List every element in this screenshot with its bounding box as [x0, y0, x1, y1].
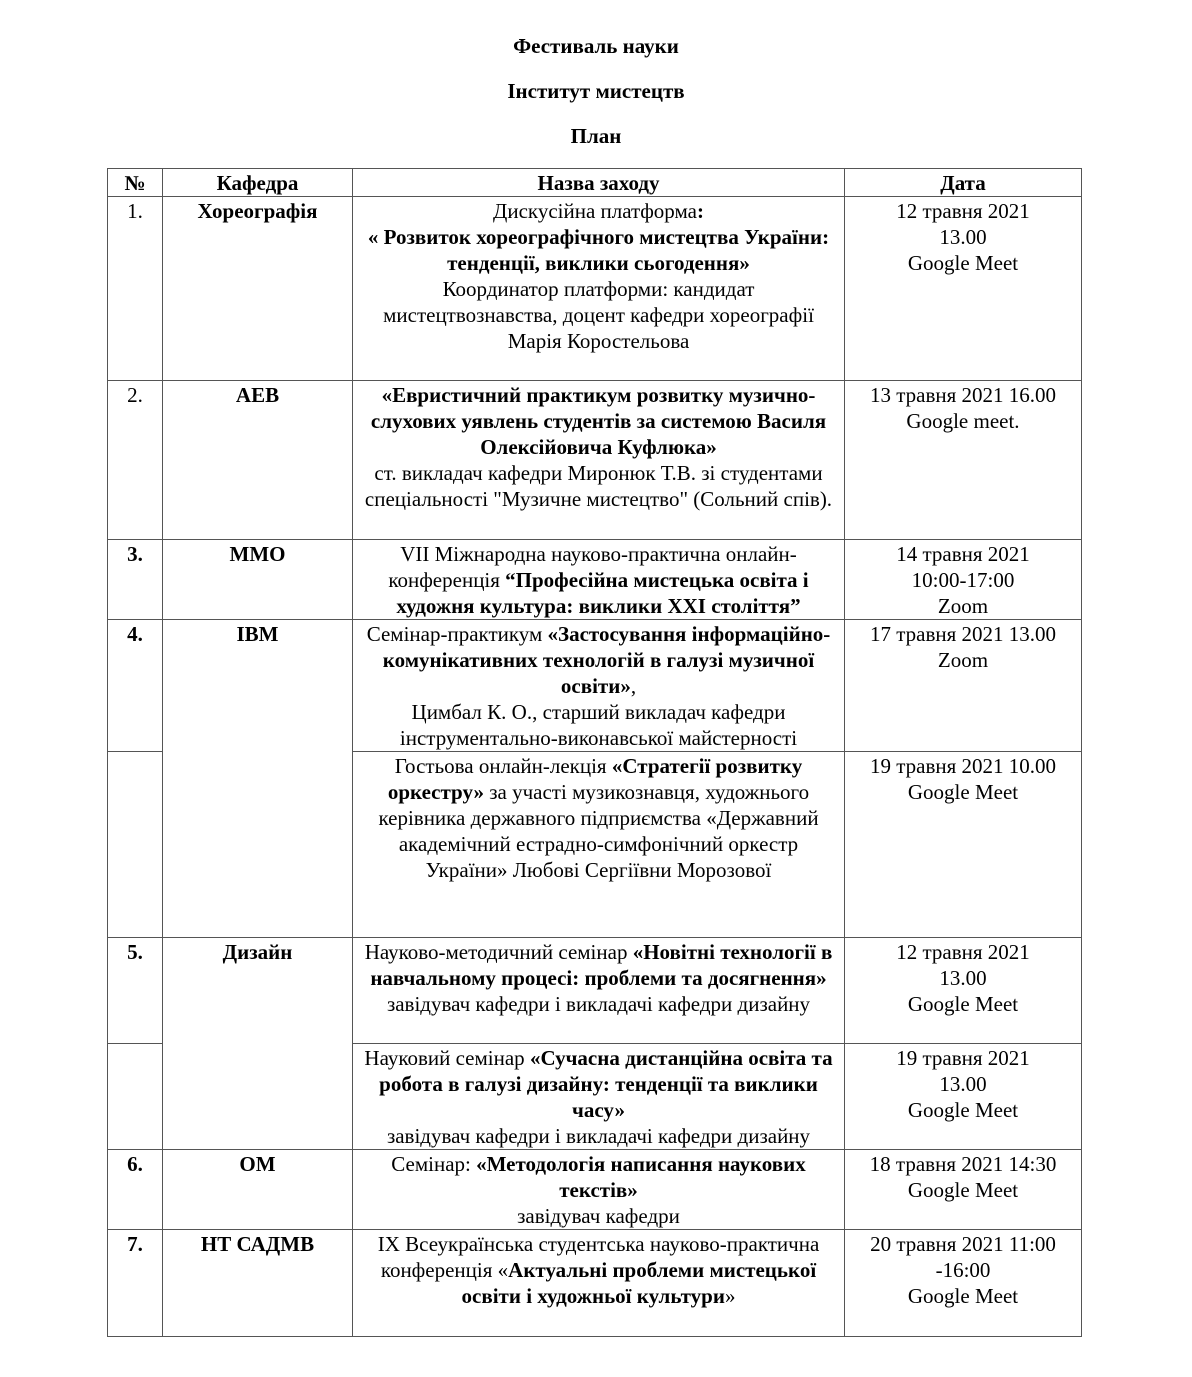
column-header-number: №	[108, 169, 163, 197]
row-department: Дизайн	[163, 938, 353, 1150]
table-row	[108, 938, 1082, 1044]
event-text: »	[724, 1284, 736, 1308]
date-line: 17 травня 2021 13.00	[869, 622, 1057, 646]
event-text: завідувач кафедри і викладачі кафедри дизайну	[386, 992, 811, 1016]
row-date	[845, 620, 1082, 752]
event-text: Цимбал К. О., старший викладач кафедри інструментально-виконавської майстерності	[399, 700, 798, 750]
date-line: 13.00	[939, 1072, 987, 1096]
institute-title: Інститут мистецтв	[507, 79, 685, 103]
date-line: Zoom	[937, 648, 989, 672]
date-line: 12 травня 2021	[896, 940, 1030, 964]
table-row	[108, 1150, 1082, 1230]
event-title-bold: «Сучасна дистанційна освіта та робота в галузі дизайну: тенденції та виклики часу»	[379, 1046, 833, 1122]
event-title-bold: «Новітні технології в навчальному процесі: проблеми та досягнення»	[370, 940, 833, 990]
row-date	[845, 1230, 1082, 1337]
row-event	[353, 1230, 845, 1337]
date-line: Google Meet	[907, 992, 1019, 1016]
row-department: ММО	[163, 540, 353, 620]
plan-title: План	[570, 124, 622, 148]
event-title-bold: «Методологія написання наукових текстів»	[476, 1152, 806, 1202]
event-text: Координатор платформи: кандидат мистецтвознавства, доцент кафедри хореографії Марія Коростельова	[383, 277, 814, 353]
row-date	[845, 752, 1082, 938]
festival-title: Фестиваль науки	[513, 34, 679, 58]
row-event	[353, 1044, 845, 1150]
row-event	[353, 752, 845, 938]
event-title-bold: «Застосування інформаційно-комунікативних технологій в галузі музичної освіти»	[382, 622, 831, 698]
date-line: 14 травня 2021	[896, 542, 1030, 566]
table-row	[108, 381, 1082, 540]
event-text: завідувач кафедри і викладачі кафедри дизайну	[386, 1124, 811, 1148]
events-table	[107, 168, 1082, 1337]
table-row	[108, 620, 1082, 752]
date-line: 20 травня 2021 11:00	[870, 1232, 1056, 1256]
event-title-bold: “Професійна мистецька освіта і художня культура: виклики XXI століття”	[396, 568, 809, 618]
row-number: 5.	[108, 938, 163, 1044]
row-number	[108, 752, 163, 938]
date-line: Google Meet	[907, 1098, 1019, 1122]
event-text: ст. викладач кафедри Миронюк Т.В. зі студентами спеціальності "Музичне мистецтво" (Сольний спів).	[364, 461, 833, 511]
row-event	[353, 381, 845, 540]
table-header-row	[108, 169, 1082, 197]
date-line: Google Meet	[907, 251, 1019, 275]
row-number: 1.	[108, 197, 163, 381]
row-date	[845, 938, 1082, 1044]
row-event	[353, 540, 845, 620]
event-text: Гостьова онлайн-лекція	[394, 754, 612, 778]
row-department: ОМ	[163, 1150, 353, 1230]
event-title-bold: Актуальні проблеми мистецької освіти і художньої культури	[461, 1258, 817, 1308]
date-line: 13 травня 2021 16.00	[869, 383, 1057, 407]
row-number: 4.	[108, 620, 163, 752]
date-line: -16:00	[935, 1258, 991, 1282]
event-title-bold: «Евристичний практикум розвитку музично-слухових уявлень студентів за системою Василя Олексійовича Куфлюка»	[370, 383, 827, 459]
row-number: 3.	[108, 540, 163, 620]
event-text: IX Всеукраїнська студентська науково-практична конференція «	[377, 1232, 820, 1282]
event-text: Науковий семінар	[364, 1046, 530, 1070]
date-line: Google Meet	[907, 780, 1019, 804]
row-date	[845, 1150, 1082, 1230]
row-number: 6.	[108, 1150, 163, 1230]
row-date	[845, 540, 1082, 620]
row-date	[845, 381, 1082, 540]
date-line: 13.00	[939, 225, 987, 249]
event-title-bold: « Розвиток хореографічного мистецтва України: тенденції, виклики сьогодення»	[367, 225, 830, 275]
event-title-bold: «Стратегії розвитку оркестру»	[387, 754, 803, 804]
column-header-event: Назва заходу	[353, 169, 845, 197]
row-department: НТ САДМВ	[163, 1230, 353, 1337]
date-line: 18 травня 2021 14:30	[869, 1152, 1057, 1176]
date-line: 12 травня 2021	[896, 199, 1030, 223]
date-line: Google Meet	[907, 1178, 1019, 1202]
table-row	[108, 1230, 1082, 1337]
row-event	[353, 620, 845, 752]
event-text: Семінар:	[391, 1152, 477, 1176]
row-number: 2.	[108, 381, 163, 540]
row-department: ІВМ	[163, 620, 353, 938]
date-line: Zoom	[937, 594, 989, 618]
row-department: АЕВ	[163, 381, 353, 540]
column-header-department: Кафедра	[163, 169, 353, 197]
event-text: VII Міжнародна науково-практична онлайн-конференція	[388, 542, 797, 592]
event-text: завідувач кафедри	[517, 1204, 680, 1228]
row-number: 7.	[108, 1230, 163, 1337]
event-text: ,	[630, 674, 637, 698]
event-text: Дискусійна платформа	[493, 199, 697, 223]
date-line: 19 травня 2021 10.00	[869, 754, 1057, 778]
date-line: 10:00-17:00	[911, 568, 1015, 592]
date-line: 13.00	[939, 966, 987, 990]
row-event	[353, 197, 845, 381]
row-event	[353, 938, 845, 1044]
event-text: Семінар-практикум	[366, 622, 548, 646]
column-header-date: Дата	[845, 169, 1082, 197]
table-row	[108, 540, 1082, 620]
date-line: Google meet.	[906, 409, 1020, 433]
table-row	[108, 197, 1082, 381]
row-date	[845, 197, 1082, 381]
event-title-bold: :	[696, 199, 704, 223]
row-number	[108, 1044, 163, 1150]
date-line: 19 травня 2021	[896, 1046, 1030, 1070]
date-line: Google Meet	[907, 1284, 1019, 1308]
row-department: Хореографія	[163, 197, 353, 381]
row-date	[845, 1044, 1082, 1150]
event-text: за участі музикознавця, художнього керівника державного підприємства «Державний академічний естрадно-симфонічний оркестр України» Любові Сергіївни Морозової	[378, 780, 819, 882]
row-event	[353, 1150, 845, 1230]
event-text: Науково-методичний семінар	[364, 940, 633, 964]
